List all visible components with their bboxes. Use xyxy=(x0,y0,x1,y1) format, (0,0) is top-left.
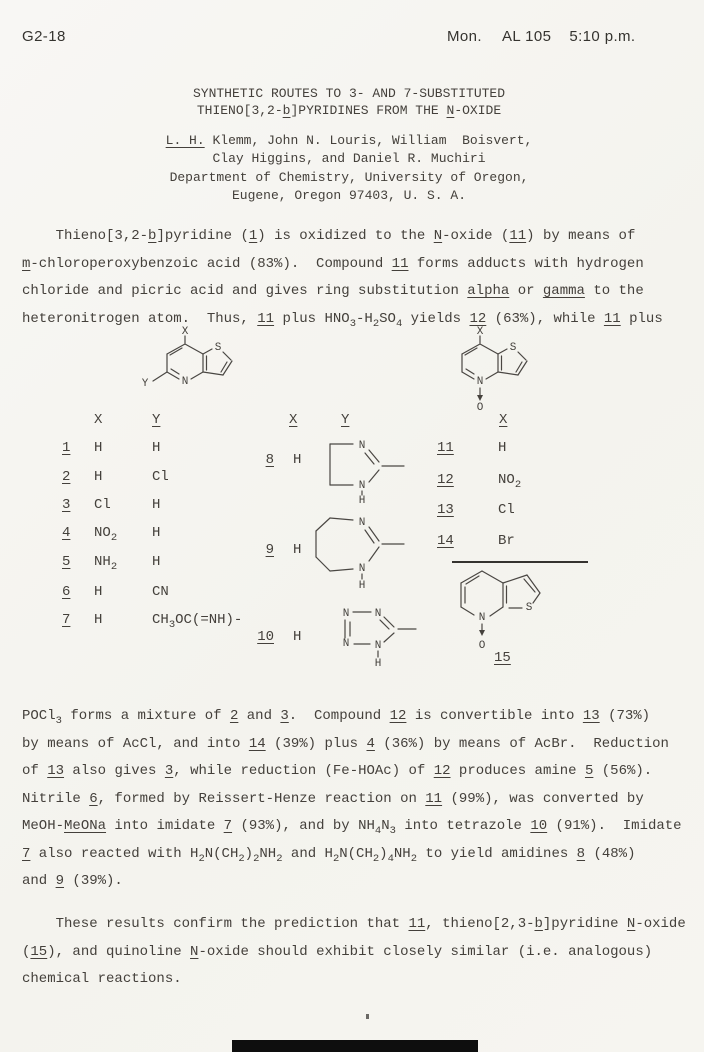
text-line: by means of AcCl, and into 14 (39%) plus 4 (36%) by means of AcBr. Reduction xyxy=(22,735,669,752)
column-header-y-middle: Y xyxy=(341,412,350,428)
n-oxide-arrowhead xyxy=(477,395,483,401)
y-value: H xyxy=(152,554,161,570)
authors-line1: L. H. Klemm, John N. Louris, William Boisvert, xyxy=(165,133,533,148)
sulfur-label: S xyxy=(214,342,222,354)
nh-hydrogen-label: H xyxy=(374,658,382,670)
affiliation-line2: Eugene, Oregon 97403, U. S. A. xyxy=(231,188,467,203)
paragraph-1 xyxy=(22,223,663,333)
text-line: and 9 (39%). xyxy=(22,873,123,889)
abstract-code: G2-18 xyxy=(22,28,66,45)
x-value: H xyxy=(498,440,507,456)
text-line: These results confirm the prediction that 11, thieno[2,3-b]pyridine N-oxide xyxy=(22,916,686,932)
x-value: H xyxy=(293,452,302,468)
structure-thienopyridine-n-oxide xyxy=(427,326,539,412)
text-line: POCl$_3$ forms a mixture of 2 and 3. Compound 12 is convertible into 13 (73%) xyxy=(22,708,651,727)
compound-number: 8 xyxy=(265,452,274,468)
authors-line2: Clay Higgins, and Daniel R. Muchiri xyxy=(212,151,486,166)
compound-number: 5 xyxy=(62,554,71,570)
text-line: chloride and picric acid and gives ring substitution alpha or gamma to the xyxy=(22,283,644,299)
oxygen-label: O xyxy=(476,402,484,412)
x-value: $NO_2$ xyxy=(498,472,522,491)
nitrogen-label: N xyxy=(358,440,366,452)
nitrogen-label: N xyxy=(478,612,486,624)
x-value: H xyxy=(94,612,103,628)
x-value: H xyxy=(293,629,302,645)
compound-number: 15 xyxy=(494,650,511,666)
compound-number: 10 xyxy=(257,629,274,645)
column-header-x-right: X xyxy=(499,412,508,428)
y-value: $CH_3OC(=NH)-$ xyxy=(152,612,243,631)
n-oxide-arrowhead xyxy=(479,630,485,636)
x-value: $NO_2$ xyxy=(94,525,118,544)
sulfur-label: S xyxy=(525,602,533,614)
substituent-x-label: X xyxy=(476,326,484,338)
nh-nitrogen-label: N xyxy=(358,563,366,575)
session-time: 5:10 p.m. xyxy=(569,28,636,45)
x-value: H xyxy=(94,440,103,456)
compound-number: 11 xyxy=(437,440,454,456)
compound-number: 14 xyxy=(437,533,454,549)
structure-diazepine-ring xyxy=(304,508,420,592)
x-value: Cl xyxy=(498,502,515,518)
compound-number: 6 xyxy=(62,584,71,600)
compound-number: 9 xyxy=(265,542,274,558)
compound-number: 1 xyxy=(62,440,71,456)
compound-number: 4 xyxy=(62,525,71,541)
column-header-x-middle: X xyxy=(289,412,298,428)
nitrogen-label: N xyxy=(476,376,484,388)
affiliation-line1: Department of Chemistry, University of Oregon, xyxy=(169,170,529,185)
sulfur-label: S xyxy=(509,342,517,354)
nh-hydrogen-label: H xyxy=(358,495,366,504)
compound-number: 12 xyxy=(437,472,454,488)
y-value: H xyxy=(152,497,161,513)
compound-number: 7 xyxy=(62,612,71,628)
text-line: m-chloroperoxybenzoic acid (83%). Compound 11 forms adducts with hydrogen xyxy=(22,255,644,272)
paragraph-2 xyxy=(22,703,682,896)
nitrogen-label: N xyxy=(358,517,366,529)
nh-nitrogen-label: N xyxy=(358,480,366,492)
x-value: $NH_2$ xyxy=(94,554,118,573)
text-line: Thieno[3,2-b]pyridine (1) is oxidized to the N-oxide (11) by means of xyxy=(22,228,636,244)
column-header-y-left: Y xyxy=(152,412,161,428)
compound-number: 13 xyxy=(437,502,454,518)
y-value: Cl xyxy=(152,469,169,485)
x-value: H xyxy=(94,469,103,485)
column-header-x-left: X xyxy=(94,412,103,428)
x-value: H xyxy=(293,542,302,558)
structure-tetrazole-ring xyxy=(320,602,420,670)
paper-title-line2: THIENO[3,2-b]PYRIDINES FROM THE N-OXIDE xyxy=(196,103,502,118)
compound-number: 2 xyxy=(62,469,71,485)
text-line: MeOH-MeONa into imidate 7 (93%), and by $NH_4N_3$ into tetrazole 10 (91%). Imidate xyxy=(22,818,682,837)
paper-title-line1: SYNTHETIC ROUTES TO 3- AND 7-SUBSTITUTED xyxy=(192,86,506,101)
nitrogen-label: N xyxy=(181,376,189,388)
substituent-x-label: X xyxy=(181,326,189,338)
y-value: H xyxy=(152,525,161,541)
text-line: Nitrile 6, formed by Reissert-Henze reaction on 11 (99%), was converted by xyxy=(22,790,644,807)
session-stamp xyxy=(447,28,635,45)
text-line: chemical reactions. xyxy=(22,971,182,987)
text-line: 7 also reacted with $H_2N(CH_2)_2NH_2$ and $H_2N(CH_2)_4NH_2$ to yield amidines 8 (48%) xyxy=(22,845,636,865)
structure-thienopyridine-parent xyxy=(132,326,244,396)
session-room: AL 105 xyxy=(501,28,552,45)
x-value: Br xyxy=(498,533,515,549)
structure-thieno23b-pyridine-n-oxide xyxy=(448,558,566,652)
nitrogen-label: N xyxy=(342,608,350,620)
nh-hydrogen-label: H xyxy=(358,580,366,592)
y-value: CN xyxy=(152,584,169,600)
x-value: H xyxy=(94,584,103,600)
y-value: H xyxy=(152,440,161,456)
substituent-y-label: Y xyxy=(141,378,149,390)
session-day: Mon. xyxy=(447,28,482,45)
nh-nitrogen-label: N xyxy=(374,640,382,652)
text-line: (15), and quinoline N-oxide should exhibit closely similar (i.e. analogous) xyxy=(22,943,653,960)
x-value: Cl xyxy=(94,497,111,513)
scan-artifact-bar xyxy=(232,1040,478,1052)
oxygen-label: O xyxy=(478,640,486,652)
nitrogen-label: N xyxy=(342,638,350,650)
scan-speck xyxy=(366,1014,369,1019)
paragraph-3 xyxy=(22,911,686,994)
text-line: of 13 also gives 3, while reduction (Fe-HOAc) of 12 produces amine 5 (56%). xyxy=(22,763,653,779)
compound-number: 3 xyxy=(62,497,71,513)
nitrogen-label: N xyxy=(374,608,382,620)
text-line: heteronitrogen atom. Thus, 11 plus $HNO_3-H_2SO_4$ yields 12 (63%), while 11 plus xyxy=(22,310,663,330)
structure-imidazoline-ring xyxy=(316,430,408,504)
